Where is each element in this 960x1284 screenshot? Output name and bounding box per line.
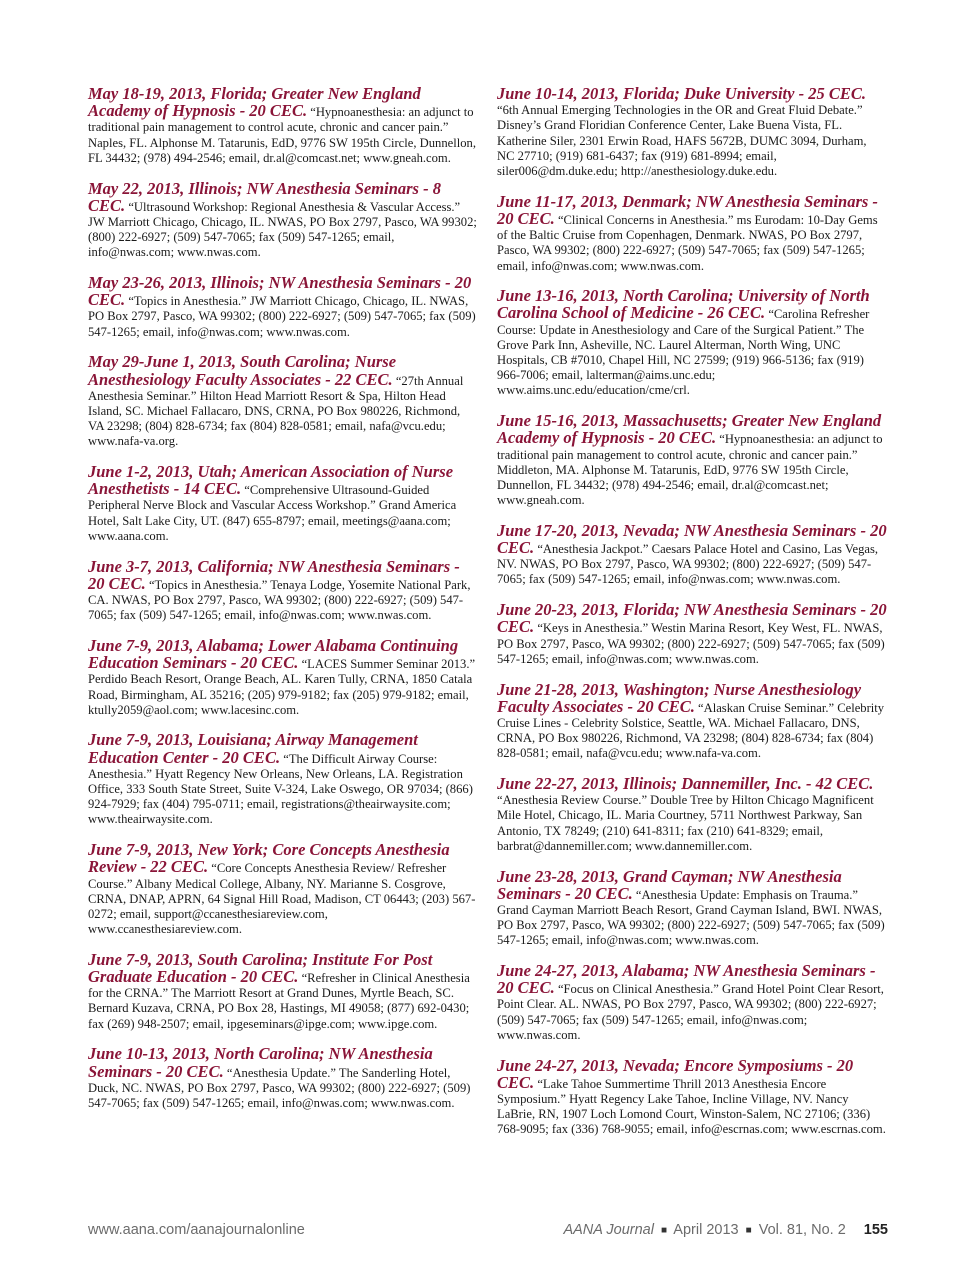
listing-text [497,1055,887,1138]
listing-body: “LACES Summer Seminar 2013.” Perdido Beach Resort, Orange Beach, AL. Karen Tully, CRNA, 1850 Catala Road, Birmingham, AL 35216; (205) 979-9182; fax (205) 979-9182; email, ktully2059@aol.com; www.lacesinc.com. [88,657,476,717]
listing-entry [497,679,887,762]
listing-entry [497,86,887,179]
footer-volume: Vol. 81, No. 2 [758,1222,846,1238]
listing-entry [497,1055,887,1138]
listing-text [88,464,478,544]
listing-entry [88,178,478,261]
listing-text [497,191,887,274]
listing-body: “Ultrasound Workshop: Regional Anesthesia & Vascular Access.” JW Marriott Chicago, Chicago, IL. NWAS, PO Box 2797, Pasco, WA 99302; (800) 222-6927; (509) 547-7065; fax (509) 547-1265; email, info@nwas.com; www.nwas.com. [88,199,477,260]
listing-entry [88,949,478,1032]
listing-heading: June 23-28, 2013, Grand Cayman; NW Anesthesia Seminars - 20 CEC. [497,866,842,903]
listing-body: “Comprehensive Ultrasound-Guided Peripheral Nerve Block and Vascular Access Workshop.” Grand America Hotel, Salt Lake City, UT. (847) 655-8797; email, meetings@aana.com; www.aana.com. [88,483,457,543]
footer-date: April 2013 [673,1222,739,1238]
page-number: 155 [863,1222,888,1238]
listing-body: “Core Concepts Anesthesia Review/ Refresher Course.” Albany Medical College, Albany, NY. Marianne S. Cosgrove, CRNA, DNAP, APRN, 64 Signal Hill Road, Madison, CT 06443; (203) 567-0272; email, support@ccanesthesiareview.com, www.ccanesthesiareview.com. [88,861,476,937]
listing-text [497,86,887,179]
listing-text [88,732,478,827]
listing-heading: June 24-27, 2013, Alabama; NW Anesthesia Seminars - 20 CEC. [497,961,876,998]
listing-entry [497,963,887,1043]
listing-heading: June 22-27, 2013, Illinois; Dannemiller, Inc. - 42 CEC. [497,774,874,794]
listing-text [88,354,478,449]
listing-entry [497,413,887,508]
listing-heading: May 22, 2013, Illinois; NW Anesthesia Seminars - 8 CEC. [88,178,441,215]
listing-entry [497,776,887,854]
listing-text [88,556,478,624]
footer-url[interactable]: www.aana.com/aanajournalonline [88,1222,305,1238]
listing-body: “Anesthesia Review Course.” Double Tree by Hilton Chicago Magnificent Mile Hotel, Chicago, IL. Maria Courtney, 5711 Northwest Parkway, San Antonio, TX 78249; (210) 641-8311; fax (210) 641-8329; email, barbrat@dannemiller.com; www.dannemiller.com. [497,793,874,853]
right-column [497,86,887,1152]
listing-heading: June 10-13, 2013, North Carolina; NW Anesthesia Seminars - 20 CEC. [88,1044,433,1081]
left-column [88,86,478,1126]
listing-entry [88,635,478,718]
listing-body: “6th Annual Emerging Technologies in the OR and Great Fluid Debate.” Disney’s Grand Floridian Conference Center, Lake Buena Vista, FL. Katherine Siler, 2301 Erwin Road, HAFS 5672B, DUMC 3094, Durham, NC 27710; (919) 681-6437; fax (919) 681-8994; email, siler006@dm.duke.edu; http://anesthesiology.duke.edu. [497,103,867,179]
listing-text [497,288,887,398]
listing-body: “Lake Tahoe Summertime Thrill 2013 Anesthesia Encore Symposium.” Hyatt Regency Lake Tahoe, Incline Village, NV. Nancy LaBrie, RN, 1907 Loch Lomond Court, Winston-Salem, NC 27106; (336) 768-9095; fax (336) 768-9055; email, info@escrnas.com; www.escrnas.com. [497,1076,886,1137]
listing-entry [88,1046,478,1111]
listing-heading: June 7-9, 2013, South Carolina; Institute For Post Graduate Education - 20 CEC. [88,949,433,987]
listing-heading: June 15-16, 2013, Massachusetts; Greater New England Academy of Hypnosis - 20 CEC. [497,411,882,448]
listing-heading: June 11-17, 2013, Denmark; NW Anesthesia Seminars - 20 CEC. [497,191,878,228]
listing-heading: June 20-23, 2013, Florida; NW Anesthesia Seminars - 20 CEC. [497,600,887,637]
square-separator-icon: ■ [745,1225,752,1236]
listing-body: “Anesthesia Jackpot.” Caesars Palace Hotel and Casino, Las Vegas, NV. NWAS, PO Box 2797, Pasco, WA 99302; (800) 222-6927; (509) 547-7065; fax (509) 547-1265; email, info@nwas.com; www.nwas.com. [497,542,879,587]
listing-body: “Anesthesia Update: Emphasis on Trauma.” Grand Cayman Marriott Beach Resort, Grand Cayman Island, BWI. NWAS, PO Box 2797, Pasco, WA 99302; (800) 222-6927; (509) 547-7065; fax (509) 547-1265; email, info@nwas.com; www.nwas.com. [497,887,885,948]
listing-text [497,679,887,762]
listing-text [88,949,478,1032]
listing-heading: June 7-9, 2013, Alabama; Lower Alabama Continuing Education Seminars - 20 CEC. [88,635,459,673]
listing-entry [497,866,887,949]
listing-text [497,520,887,588]
listing-heading: June 7-9, 2013, New York; Core Concepts Anesthesia Review - 22 CEC. [88,840,450,877]
listing-body: “The Difficult Airway Course: Anesthesia.” Hyatt Regency New Orleans, New Orleans, LA. Registration Office, 333 South State Street, Suite V-324, Lake Oswego, OR 97034; (866) 924-7929; fax (404) 795-0711; email, registrations@theairwaysite.com; www.theairwaysite.com. [88,751,473,827]
listing-body: “Keys in Anesthesia.” Westin Marina Resort, Key West, FL. NWAS, PO Box 2797, Pasco, WA 99302; (800) 222-6927; (509) 547-7065; fax (509) 547-1265; email, info@nwas.com; www.nwas.com. [497,621,885,666]
listing-body: “Topics in Anesthesia.” JW Marriott Chicago, Chicago, IL. NWAS, PO Box 2797, Pasco, WA 99302; (800) 222-6927; (509) 547-7065; fax (509) 547-1265; email, info@nwas.com; www.nwas.com. [88,294,476,339]
listing-text [88,275,478,340]
listing-heading: June 1-2, 2013, Utah; American Association of Nurse Anesthetists - 14 CEC. [88,462,454,499]
listing-body: “Carolina Refresher Course: Update in Anesthesiology and Care of the Surgical Patient.” The Grove Park Inn, Asheville, NC. Laurel Alterman, North Wing, UNC Hospitals, CB #7010, Chapel Hill, NC 27599; (919) 966-5136; fax (919) 966-7006; email, lalterman@aims.unc.edu; www.aims.unc.edu/education/cme/crl. [497,307,870,398]
listing-text [497,866,887,949]
listing-heading: June 21-28, 2013, Washington; Nurse Anesthesiology Faculty Associates - 20 CEC. [497,679,862,716]
listing-text [497,963,887,1043]
listing-body: “27th Annual Anesthesia Seminar.” Hilton Head Marriott Resort & Spa, Hilton Head Island, SC. Michael Fallacaro, DNS, CRNA, PO Box 980226, Richmond, VA 23298; (804) 828-6734; fax (804) 828-0581; email, nafa@vcu.edu; www.nafa-va.org. [88,373,464,449]
listing-heading: June 7-9, 2013, Louisiana; Airway Management Education Center - 20 CEC. [88,730,418,767]
listing-entry [497,288,887,398]
listing-text [88,86,478,166]
listing-entry [497,191,887,274]
listing-text [88,635,478,718]
listing-text [88,178,478,261]
page-footer [88,1222,888,1244]
listing-text [497,776,887,854]
listing-text [88,842,478,937]
listing-body: “Anesthesia Update.” The Sanderling Hotel, Duck, NC. NWAS, PO Box 2797, Pasco, WA 99302; (800) 222-6927; (509) 547-7065; fax (509) 547-1265; email, info@nwas.com; www.nwas.com. [88,1065,471,1110]
listing-heading: May 18-19, 2013, Florida; Greater New England Academy of Hypnosis - 20 CEC. [88,84,421,121]
square-separator-icon: ■ [661,1225,668,1236]
footer-journal-name: AANA Journal [563,1222,654,1238]
listing-entry [88,464,478,544]
listing-heading: June 17-20, 2013, Nevada; NW Anesthesia Seminars - 20 CEC. [497,520,887,558]
listing-heading: June 10-14, 2013, Florida; Duke University - 25 CEC. [497,84,866,103]
listing-entry [88,354,478,449]
footer-citation [563,1222,888,1238]
listing-body: “Alaskan Cruise Seminar.” Celebrity Cruise Lines - Celebrity Solstice, Seattle, WA. Michael Fallacaro, DNS, CRNA, PO Box 980226, Richmond, VA 23298; (804) 828-6734; fax (804) 828-0581; email, nafa@vcu.edu; www.nafa-va.com. [497,700,885,761]
listing-text [497,602,887,667]
listing-body: “Refresher in Clinical Anesthesia for the CRNA.” The Marriott Resort at Grand Dunes, Myrtle Beach, SC. Bernard Kuzava, CRNA, PO Box 28, Hastings, MI 49058; (877) 692-0430; fax (269) 948-2507; email, ipgeseminars@ipge.com; www.ipge.com. [88,971,470,1031]
listing-entry [88,556,478,624]
listing-entry [88,86,478,166]
listing-heading: June 3-7, 2013, California; NW Anesthesia Seminars - 20 CEC. [88,556,460,593]
listing-entry [497,520,887,588]
listing-heading: May 29-June 1, 2013, South Carolina; Nurse Anesthesiology Faculty Associates - 22 CEC. [88,352,397,389]
listing-text [497,413,887,508]
listing-entry [88,732,478,827]
listing-body: “Focus on Clinical Anesthesia.” Grand Hotel Point Clear Resort, Point Clear. AL. NWAS, PO Box 2797, Pasco, WA 99302; (800) 222-6927; (509) 547-7065; fax (509) 547-1265; email, info@nwas.com; www.nwas.com. [497,982,884,1042]
listing-entry [497,602,887,667]
listing-heading: May 23-26, 2013, Illinois; NW Anesthesia Seminars - 20 CEC. [88,273,472,310]
listing-entry [88,842,478,937]
listing-heading: June 13-16, 2013, North Carolina; University of North Carolina School of Medicine - 26 CEC. [497,286,870,323]
listing-body: “Hypnoanesthesia: an adjunct to traditional pain management to control acute, chronic and cancer pain.” Middleton, MA. Alphonse M. Tatarunis, EdD, 9776 SW 195th Circle, Dunnellon, FL 34432; (978) 494-2546; email, dr.al@comcast.net; www.gneah.com. [497,432,883,508]
listing-body: “Hypnoanesthesia: an adjunct to traditional pain management to control acute, chronic and cancer pain.” Naples, FL. Alphonse M. Tatarunis, EdD, 9776 SW 195th Circle, Dunnellon, FL 34432; (978) 494-2546; email, dr.al@comcast.net; www.gneah.com. [88,105,476,165]
listing-text [88,1046,478,1111]
listing-entry [88,275,478,340]
listing-body: “Clinical Concerns in Anesthesia.” ms Eurodam: 10-Day Gems of the Baltic Cruise from Copenhagen, Denmark. NWAS, PO Box 2797, Pasco, WA 99302; (800) 222-6927; (509) 547-7065; fax (509) 547-1265; email, info@nwas.com; www.nwas.com. [497,212,878,273]
listing-body: “Topics in Anesthesia.” Tenaya Lodge, Yosemite National Park, CA. NWAS, PO Box 2797, Pasco, WA 99302; (800) 222-6927; (509) 547-7065; fax (509) 547-1265; email, info@nwas.com; www.nwas.com. [88,577,471,623]
listing-heading: June 24-27, 2013, Nevada; Encore Symposiums - 20 CEC. [497,1055,854,1092]
